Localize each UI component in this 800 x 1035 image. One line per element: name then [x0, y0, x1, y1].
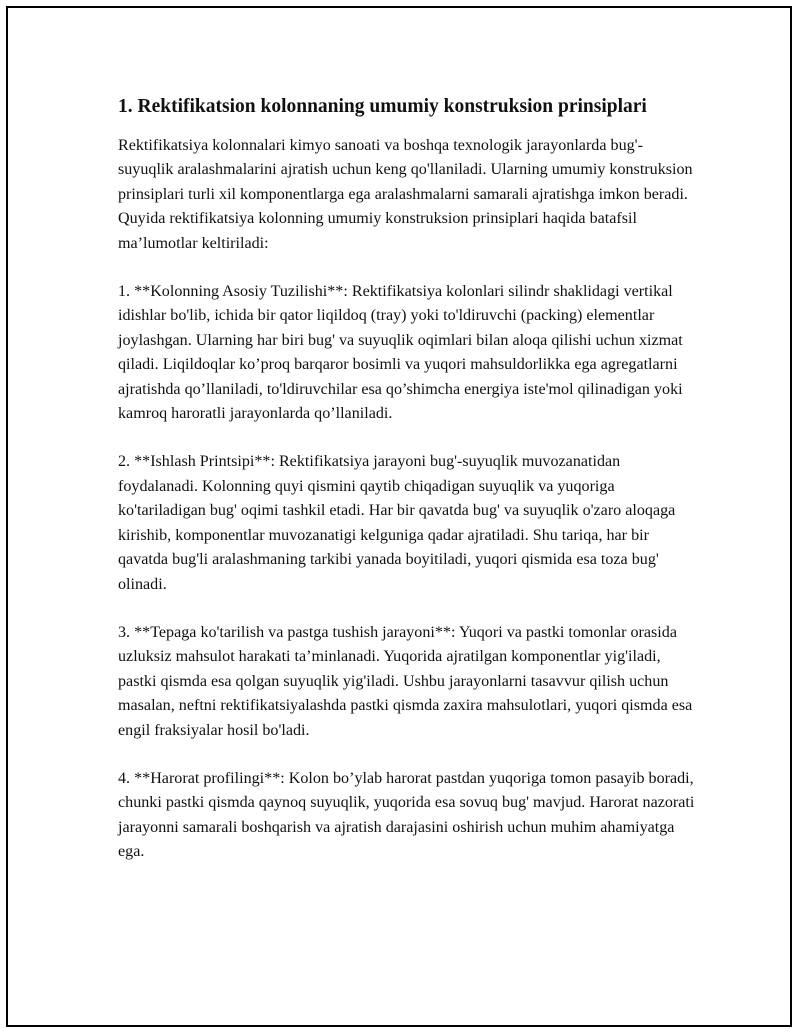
document-body: [118, 94, 698, 889]
paragraph-flow: 3. **Tepaga ko'tarilish va pastga tushish jarayoni**: Yuqori va pastki tomonlar orasida uzluksiz mahsulot harakati ta’minlanadi. Yuqorida ajratilgan komponentlar yig'iladi, pastki qismda esa qolgan suyuqlik yig'iladi. Ushbu jarayonlarni tasavvur qilish uchun masalan, neftni rektifikatsiyalashda pastki qismda zaxira mahsulotlari, yuqori qismda esa engil fraksiyalar hosil bo'ladi.: [118, 623, 693, 739]
intro-paragraph: Rektifikatsiya kolonnalari kimyo sanoati va boshqa texnologik jarayonlarda bug'-suyuqlik aralashmalarini ajratish uchun keng qo'llaniladi. Ularning umumiy konstruksion prinsiplari turli xil komponentlarga ega aralashmalarni samarali ajratishga imkon beradi. Quyida rektifikatsiya kolonning umumiy konstruksion prinsiplari haqida batafsil ma’lumotlar keltiriladi:: [118, 137, 693, 252]
section-heading: 1. Rektifikatsion kolonnaning umumiy konstruksion prinsiplari: [118, 96, 647, 117]
paragraph-structure: 1. **Kolonning Asosiy Tuzilishi**: Rektifikatsiya kolonlari silindr shaklidagi vertikal idishlar bo'lib, ichida bir qator liqildoq (tray) yoki to'ldiruvchi (packing) elementlar joylashgan. Ularning har biri bug' va suyuqlik oqimlari bilan aloqa qilishi uchun xizmat qiladi. Liqildoqlar ko’proq barqaror bosimli va yuqori mahsuldorlikka ega agregatlarni ajratishda qo’llaniladi, to'ldiruvchilar esa qo’shimcha energiya iste'mol qilinadigan yoki kamroq haroratli jarayonlarda qo’llaniladi.: [118, 283, 683, 423]
paragraph-principle: 2. **Ishlash Printsipi**: Rektifikatsiya jarayoni bug'-suyuqlik muvozanatidan foydalanadi. Kolonning quyi qismini qaytib chiqadigan suyuqlik va yuqoriga ko'tariladigan bug' oqimi tashkil etadi. Har bir qavatda bug' va suyuqlik o'zaro aloqaga kirishib, komponentlar muvozanatigi kelguniga qadar ajratiladi. Shu tariqa, har bir qavatda bug'li aralashmaning tarkibi yanada boyitiladi, yuqori qismida esa toza bug' olinadi.: [118, 453, 676, 593]
paragraph-temperature: 4. **Harorat profilingi**: Kolon bo’ylab harorat pastdan yuqoriga tomon pasayib boradi, chunki pastki qismda qaynoq suyuqlik, yuqorida esa sovuq bug' mavjud. Harorat nazorati jarayonni samarali boshqarish va ajratish darajasini oshirish uchun muhim ahamiyatga ega.: [118, 769, 695, 861]
